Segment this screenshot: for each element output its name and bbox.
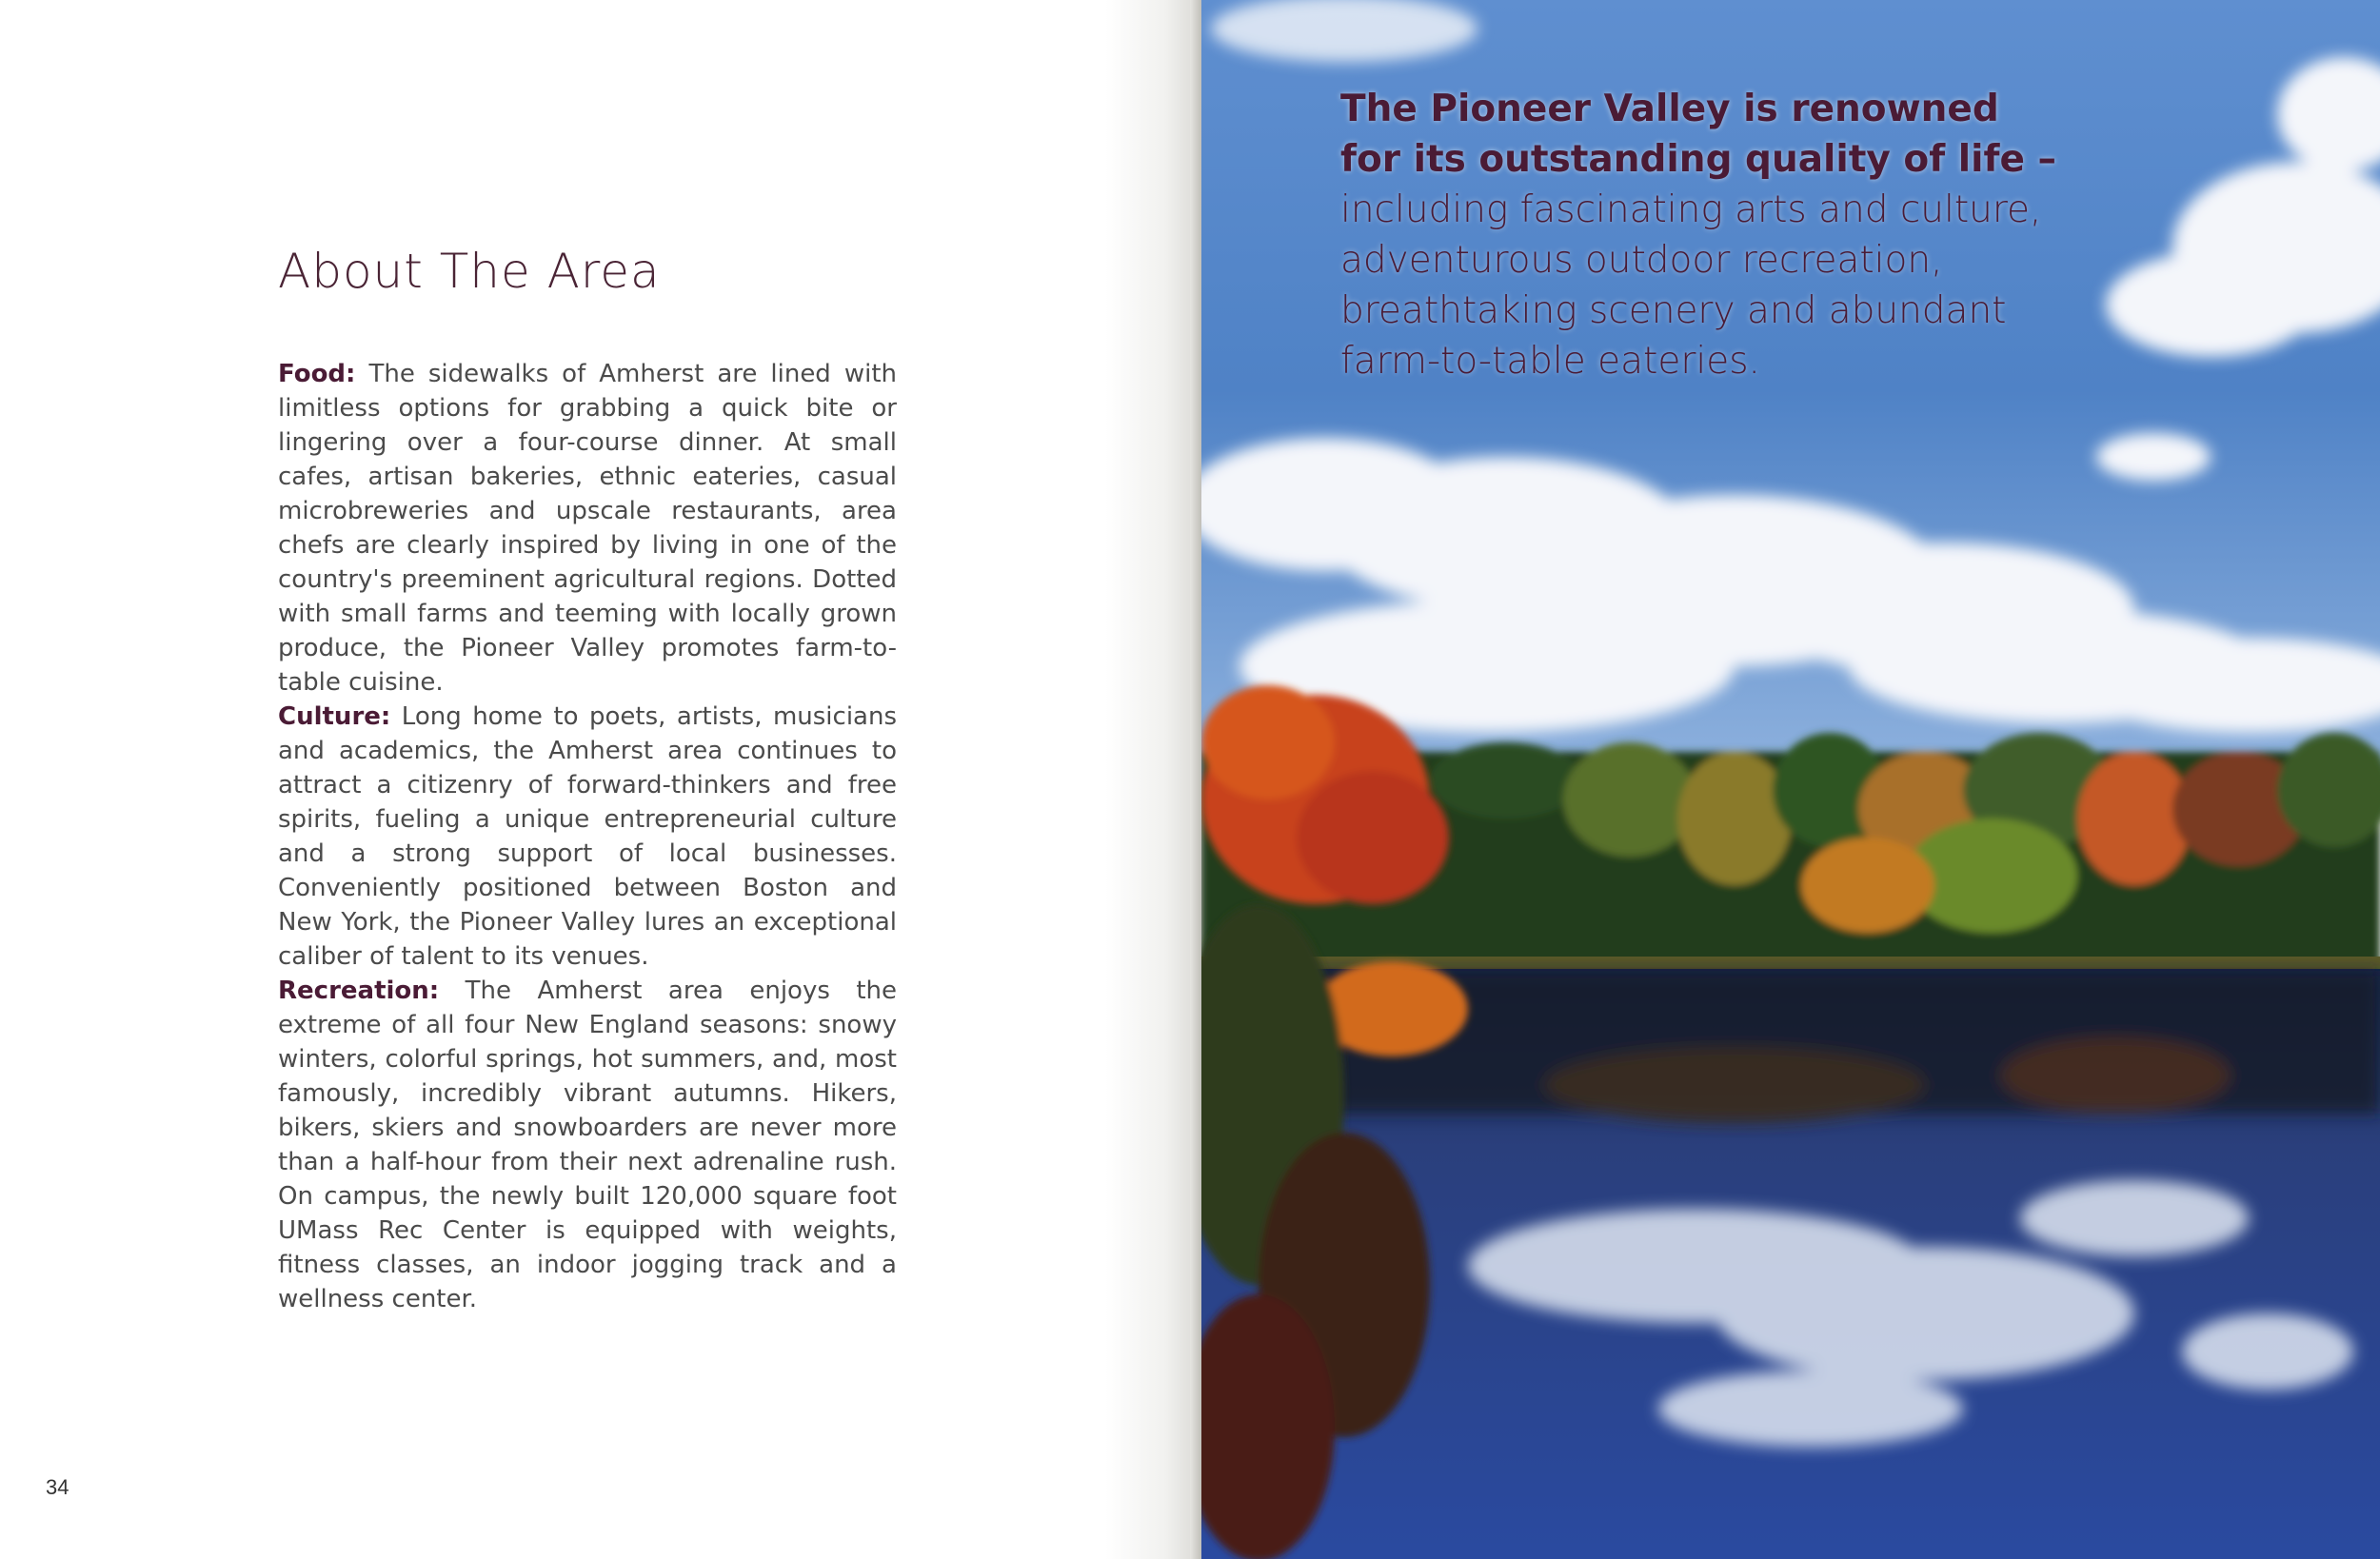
callout-quote: [1340, 84, 2064, 386]
callout-bold: The Pioneer Valley is renowned for its outstanding quality of life –: [1340, 88, 2057, 181]
food-label: Food:: [278, 360, 356, 388]
section-title: About The Area: [278, 244, 661, 299]
food-text: The sidewalks of Amherst are lined with limitless options for grabbing a quick bite or lingering over a four-course dinner. At small cafes, artisan bakeries, ethnic eateries, casual microbreweries and upscale restaurants, area chefs are clearly inspired by living in one of the country's preeminent agricultural regions. Dotted with small farms and teeming with locally grown produce, the Pioneer Valley promotes farm-to-table cuisine.: [278, 360, 898, 697]
food-paragraph: [278, 357, 897, 700]
culture-section: [278, 700, 897, 974]
recreation-paragraph: [278, 974, 897, 1316]
food-section: [278, 357, 897, 700]
recreation-text: The Amherst area enjoys the extreme of all four New England seasons: snowy winters, colorful springs, hot summers, and, most famously, incredibly vibrant autumns. Hikers, bikers, skiers and snowboarders are never more than a half-hour from their next adrenaline rush. On campus, the newly built 120,000 square foot UMass Rec Center is equipped with weights, fitness classes, an indoor jogging track and a wellness center.: [278, 977, 897, 1313]
culture-text: Long home to poets, artists, musicians and academics, the Amherst area continues to attract a citizenry of forward-thinkers and free spirits, fueling a unique entrepreneurial culture and a strong support of local businesses. Conveniently positioned between Boston and New York, the Pioneer Valley lures an exceptional caliber of talent to its venues.: [278, 702, 898, 971]
page-number: 34: [46, 1475, 69, 1499]
culture-label: Culture:: [278, 702, 391, 731]
callout-light: including fascinating arts and culture, adventurous outdoor recreation, breathtaking scenery and abundant farm-to-table eateries.: [1340, 188, 2042, 383]
recreation-label: Recreation:: [278, 977, 440, 1005]
recreation-section: [278, 974, 897, 1316]
right-page: [1201, 0, 2380, 1559]
culture-paragraph: [278, 700, 897, 974]
